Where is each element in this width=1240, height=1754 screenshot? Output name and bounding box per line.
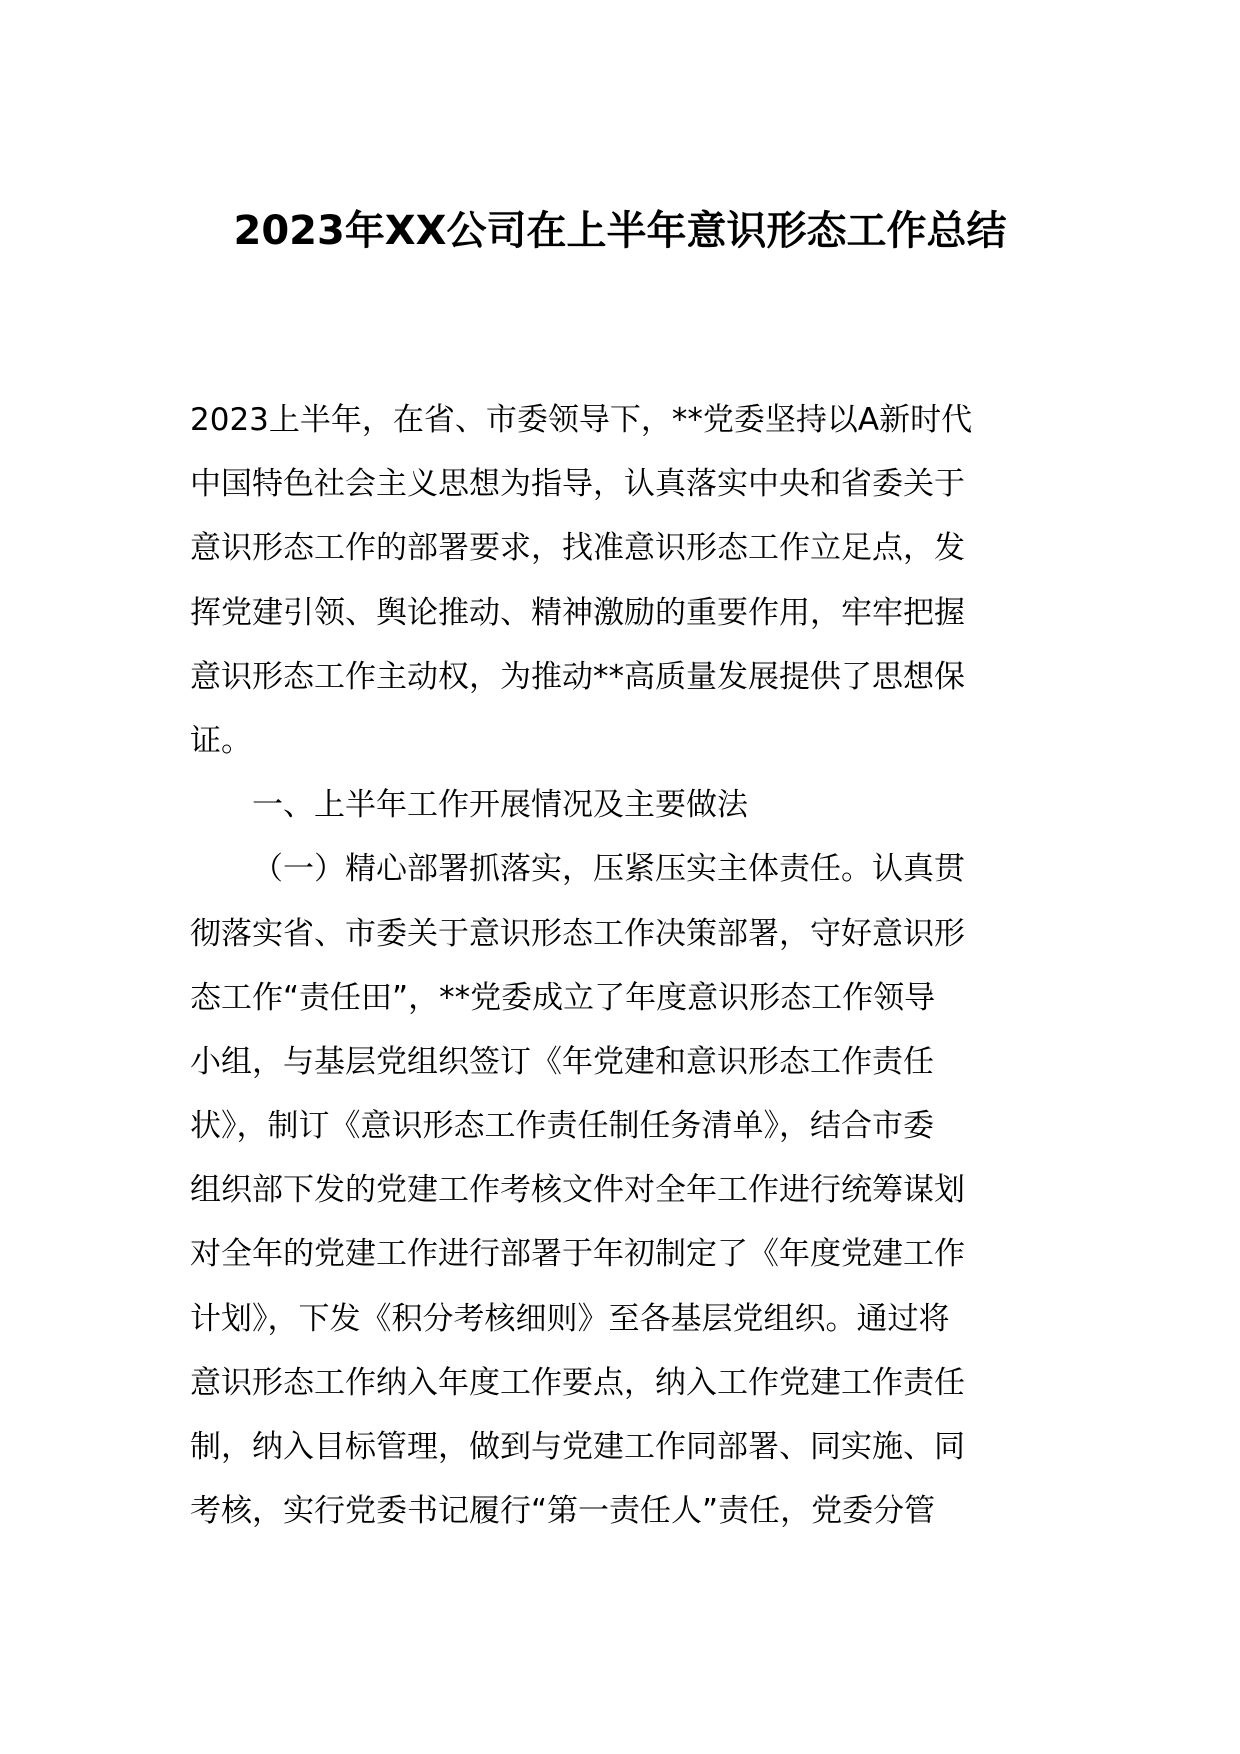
paragraph-line: 状》，制订《意识形态工作责任制任务清单》，结合市委 bbox=[190, 1108, 934, 1145]
paragraph-line: 意识形态工作纳入年度工作要点，纳入工作党建工作责任 bbox=[190, 1364, 965, 1401]
paragraph-line: 挥党建引领、舆论推动、精神激励的重要作用，牢牢把握 bbox=[190, 594, 965, 631]
paragraph-line: 计划》，下发《积分考核细则》至各基层党组织。通过将 bbox=[190, 1300, 950, 1337]
paragraph-line: 制，纳入目标管理，做到与党建工作同部署、同实施、同 bbox=[190, 1429, 965, 1465]
paragraph-line: 中国特色社会主义思想为指导，认真落实中央和省委关于 bbox=[190, 466, 965, 503]
paragraph-line: 2023上半年，在省、市委领导下，**党委坚持以A新时代 bbox=[190, 402, 973, 438]
paragraph-line: 证。 bbox=[190, 722, 252, 759]
paragraph-line: 对全年的党建工作进行部署于年初制定了《年度党建工作 bbox=[190, 1236, 965, 1273]
paragraph-line: 意识形态工作主动权，为推动**高质量发展提供了思想保 bbox=[190, 658, 965, 695]
paragraph-line: 彻落实省、市委关于意识形态工作决策部署，守好意识形 bbox=[190, 915, 965, 952]
paragraph-line: 组织部下发的党建工作考核文件对全年工作进行统筹谋划 bbox=[190, 1172, 965, 1209]
section-heading: 一、上半年工作开展情况及主要做法 bbox=[252, 787, 748, 824]
paragraph-line: 态工作“责任田”，**党委成立了年度意识形态工作领导 bbox=[190, 979, 936, 1016]
subsection-heading-line: （一）精心部署抓落实，压紧压实主体责任。认真贯 bbox=[252, 851, 965, 888]
paragraph-line: 意识形态工作的部署要求，找准意识形态工作立足点，发 bbox=[190, 530, 965, 567]
document-title: 2023年XX公司在上半年意识形态工作总结 bbox=[233, 208, 1007, 254]
paragraph-line: 小组，与基层党组织签订《年党建和意识形态工作责任 bbox=[190, 1043, 934, 1080]
paragraph-line: 考核，实行党委书记履行“第一责任人”责任，党委分管 bbox=[190, 1493, 936, 1530]
document-body bbox=[190, 388, 1050, 1543]
